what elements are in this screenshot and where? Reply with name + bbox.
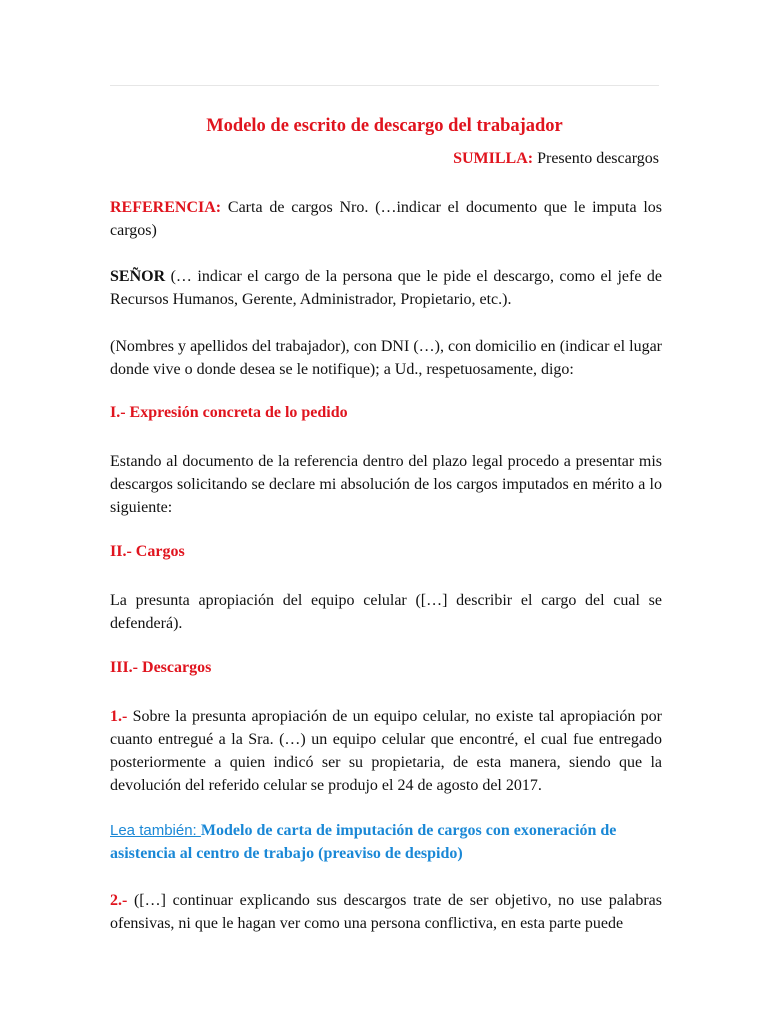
referencia-label: REFERENCIA: (110, 199, 222, 216)
top-divider (110, 85, 659, 86)
related-article-paragraph (110, 819, 662, 865)
item2-paragraph (110, 889, 662, 935)
item1-paragraph (110, 705, 662, 797)
senor-text: (… indicar el cargo de la persona que le pide el descargo, como el jefe de Recursos Humanos, Gerente, Administrador, Propietario, etc.). (110, 268, 662, 308)
section2-heading: II.- Cargos (110, 543, 185, 560)
senor-paragraph (110, 265, 662, 311)
item2-number: 2.- (110, 892, 128, 909)
item1-number: 1.- (110, 708, 128, 725)
section1-paragraph: Estando al documento de la referencia dentro del plazo legal procedo a presentar mis descargos solicitando se declare mi absolución de los cargos imputados en mérito a lo siguiente: (110, 453, 662, 516)
related-article-link[interactable]: Modelo de carta de imputación de cargos con exoneración de asistencia al centro de trabajo (preaviso de despido) (110, 822, 617, 862)
section2-paragraph: La presunta apropiación del equipo celular ([…] describir el cargo del cual se defenderá). (110, 592, 662, 632)
referencia-paragraph (110, 196, 662, 242)
senor-label: SEÑOR (110, 268, 166, 285)
document-title: Modelo de escrito de descargo del trabajador (206, 116, 563, 136)
sumilla-text: Presento descargos (533, 150, 659, 167)
item2-text: ([…] continuar explicando sus descargos trate de ser objetivo, no use palabras ofensivas, ni que le hagan ver como una persona conflictiva, en esta parte puede (110, 892, 662, 932)
sumilla-label: SUMILLA: (453, 150, 534, 167)
related-article-label[interactable]: Lea también: (110, 822, 201, 839)
intro-paragraph: (Nombres y apellidos del trabajador), con DNI (…), con domicilio en (indicar el lugar donde vive o donde desea se le notifique); a Ud., respetuosamente, digo: (110, 338, 662, 378)
referencia-text: Carta de cargos Nro. (…indicar el documento que le imputa los cargos) (110, 199, 662, 239)
item1-text: Sobre la presunta apropiación de un equipo celular, no existe tal apropiación por cuanto entregué a la Sra. (…) un equipo celular que encontré, el cual fue entregado posteriormente a quien indicó ser su propietaria, de esta manera, siendo que la devolución del referido celular se produjo el 24 de agosto del 2017. (110, 708, 662, 794)
sumilla-line (453, 150, 659, 168)
section1-heading: I.- Expresión concreta de lo pedido (110, 404, 348, 421)
section3-heading: III.- Descargos (110, 659, 212, 676)
